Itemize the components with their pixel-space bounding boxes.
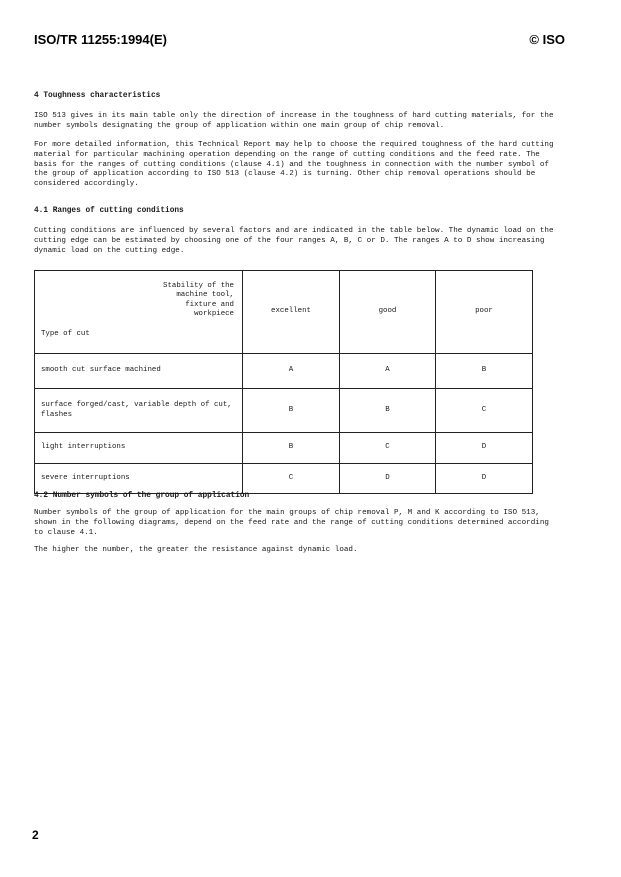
table-row	[35, 389, 533, 433]
row-label: surface forged/cast, variable depth of cut, flashes	[35, 389, 243, 433]
range-cell: B	[243, 389, 340, 433]
column-header-good: good	[340, 271, 436, 354]
range-cell: A	[243, 354, 340, 389]
section-4-paragraph-2: For more detailed information, this Technical Report may help to choose the required toughness of the hard cutting material for particular machining operation depending on the range of cutting conditions and the feed rate. The basis for the ranges of cutting conditions (clause 4.1) and the toughness in connection with the number symbol of the group of application according to ISO 513 (clause 4.2) is turning. Other chip removal operations should be considered accordingly.	[34, 141, 554, 189]
range-cell: D	[436, 464, 533, 494]
row-label: severe interruptions	[35, 464, 243, 494]
range-cell: D	[340, 464, 436, 494]
copyright-mark: © ISO	[529, 32, 565, 47]
column-header-excellent: excellent	[243, 271, 340, 354]
table-row	[35, 433, 533, 464]
section-4-heading: 4 Toughness characteristics	[34, 92, 161, 100]
range-cell: C	[436, 389, 533, 433]
section-4-paragraph-1: ISO 513 gives in its main table only the direction of increase in the toughness of hard cutting materials, for the number symbols designating the group of application within one main group of chip removal.	[34, 112, 554, 130]
stability-label: Stability of the machine tool, fixture and workpiece	[163, 282, 234, 319]
section-4-2-paragraph-1: Number symbols of the group of application for the main groups of chip removal P, M and K according to ISO 513, shown in the following diagrams, depend on the feed rate and the range of cutting conditions determined according to clause 4.1.	[34, 509, 549, 537]
range-cell: B	[340, 389, 436, 433]
section-4-2-heading: 4.2 Number symbols of the group of application	[34, 492, 250, 500]
section-4-2-paragraph-2: The higher the number, the greater the resistance against dynamic load.	[34, 546, 358, 554]
table-row	[35, 354, 533, 389]
cutting-conditions-table	[34, 270, 533, 494]
table-header-row	[35, 271, 533, 354]
page-number: 2	[32, 828, 39, 842]
range-cell: B	[436, 354, 533, 389]
table-row	[35, 464, 533, 494]
table-corner-cell	[35, 271, 243, 354]
row-label: smooth cut surface machined	[35, 354, 243, 389]
range-cell: D	[436, 433, 533, 464]
section-4-1-heading: 4.1 Ranges of cutting conditions	[34, 207, 184, 215]
range-cell: A	[340, 354, 436, 389]
range-cell: C	[340, 433, 436, 464]
document-id: ISO/TR 11255:1994(E)	[34, 32, 167, 47]
range-cell: C	[243, 464, 340, 494]
range-cell: B	[243, 433, 340, 464]
row-label: light interruptions	[35, 433, 243, 464]
type-of-cut-label: Type of cut	[41, 329, 90, 338]
column-header-poor: poor	[436, 271, 533, 354]
section-4-1-paragraph: Cutting conditions are influenced by several factors and are indicated in the table below. The dynamic load on the cutting edge can be estimated by choosing one of the four ranges A, B, C or D. The ranges A to D show increasing dynamic load on the cutting edge.	[34, 227, 554, 255]
